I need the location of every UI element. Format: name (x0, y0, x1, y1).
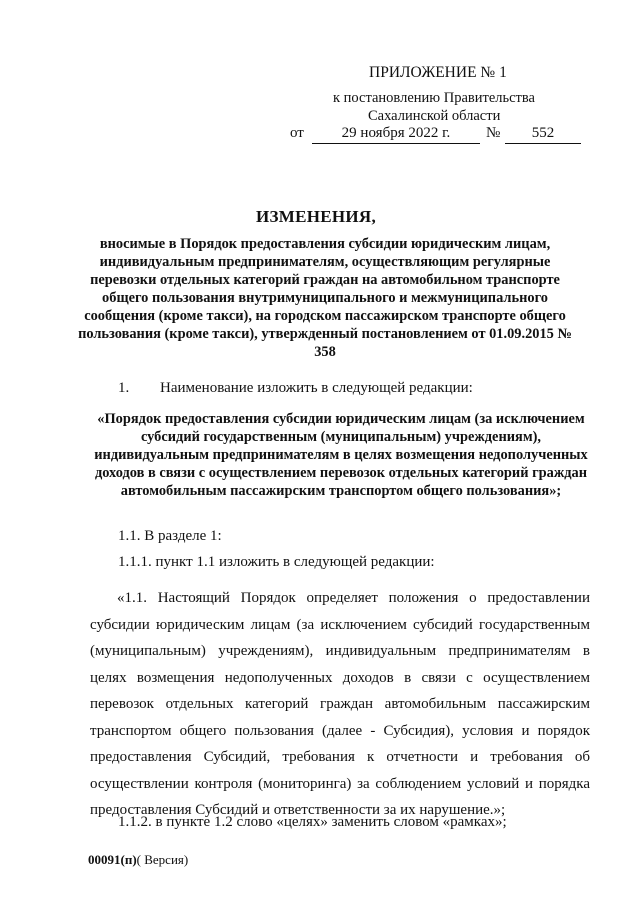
resolution-date-number-row (290, 125, 590, 145)
footer-code: 00091(п) (88, 852, 137, 867)
item-1-number: 1. (118, 380, 130, 396)
footer (88, 852, 188, 868)
item-1-1-1: 1.1.1. пункт 1.1 изложить в следующей редакции: (118, 554, 435, 570)
number-label: № (486, 125, 501, 141)
appendix-title: ПРИЛОЖЕНИЕ № 1 (369, 64, 507, 81)
item-1-1-body: «1.1. Настоящий Порядок определяет положения о предоставлении субсидии юридическим лицам (за исключением субсидий государственным (муниципальным) учреждениям), индивидуальным предпринимателям в целях возмещения недополученных доходов в связи с осуществлением перевозок отдельных категорий граждан автомобильным пассажирским транспортом общего пользования (далее - Субсидия), условия и порядок предоставления Субсидий, требования к отчетности и требования об осуществлении контроля (мониторинга) за соблюдением условий и порядка предоставления Субсидий и ответственности за их нарушение.»; (90, 590, 590, 818)
resolution-date: 29 ноября 2022 г. (312, 125, 480, 144)
appendix-region-line: Сахалинской области (368, 108, 501, 124)
item-1-1: 1.1. В разделе 1: (118, 528, 222, 544)
from-label: от (290, 125, 304, 141)
item-1-1-2: 1.1.2. в пункте 1.2 слово «целях» заменить словом «рамках»; (118, 814, 507, 830)
resolution-number: 552 (505, 125, 581, 144)
new-name-quote: «Порядок предоставления субсидии юридическим лицам (за исключением субсидий государственным (муниципальным) учреждениям), индивидуальным предпринимателям в целях возмещения недополученных доходов в связи с осуществлением перевозок отдельных категорий граждан автомобильным пассажирским транспортом общего пользования»; (94, 411, 588, 499)
document-subtitle: вносимые в Порядок предоставления субсидии юридическим лицам, индивидуальным предпринимателям, осуществляющим регулярные перевозки отдельных категорий граждан на автомобильном транспорте общего пользования внутримуниципального и межмуниципального сообщения (кроме такси), на городском пассажирском транспорте общего пользования (кроме такси), утвержденный постановлением от 01.09.2015 № 358 (78, 236, 572, 360)
item-1-text: Наименование изложить в следующей редакции: (160, 380, 473, 396)
document-title: ИЗМЕНЕНИЯ, (255, 207, 377, 226)
footer-version: ( Версия) (136, 852, 189, 867)
appendix-resolution-line: к постановлению Правительства (333, 90, 535, 106)
